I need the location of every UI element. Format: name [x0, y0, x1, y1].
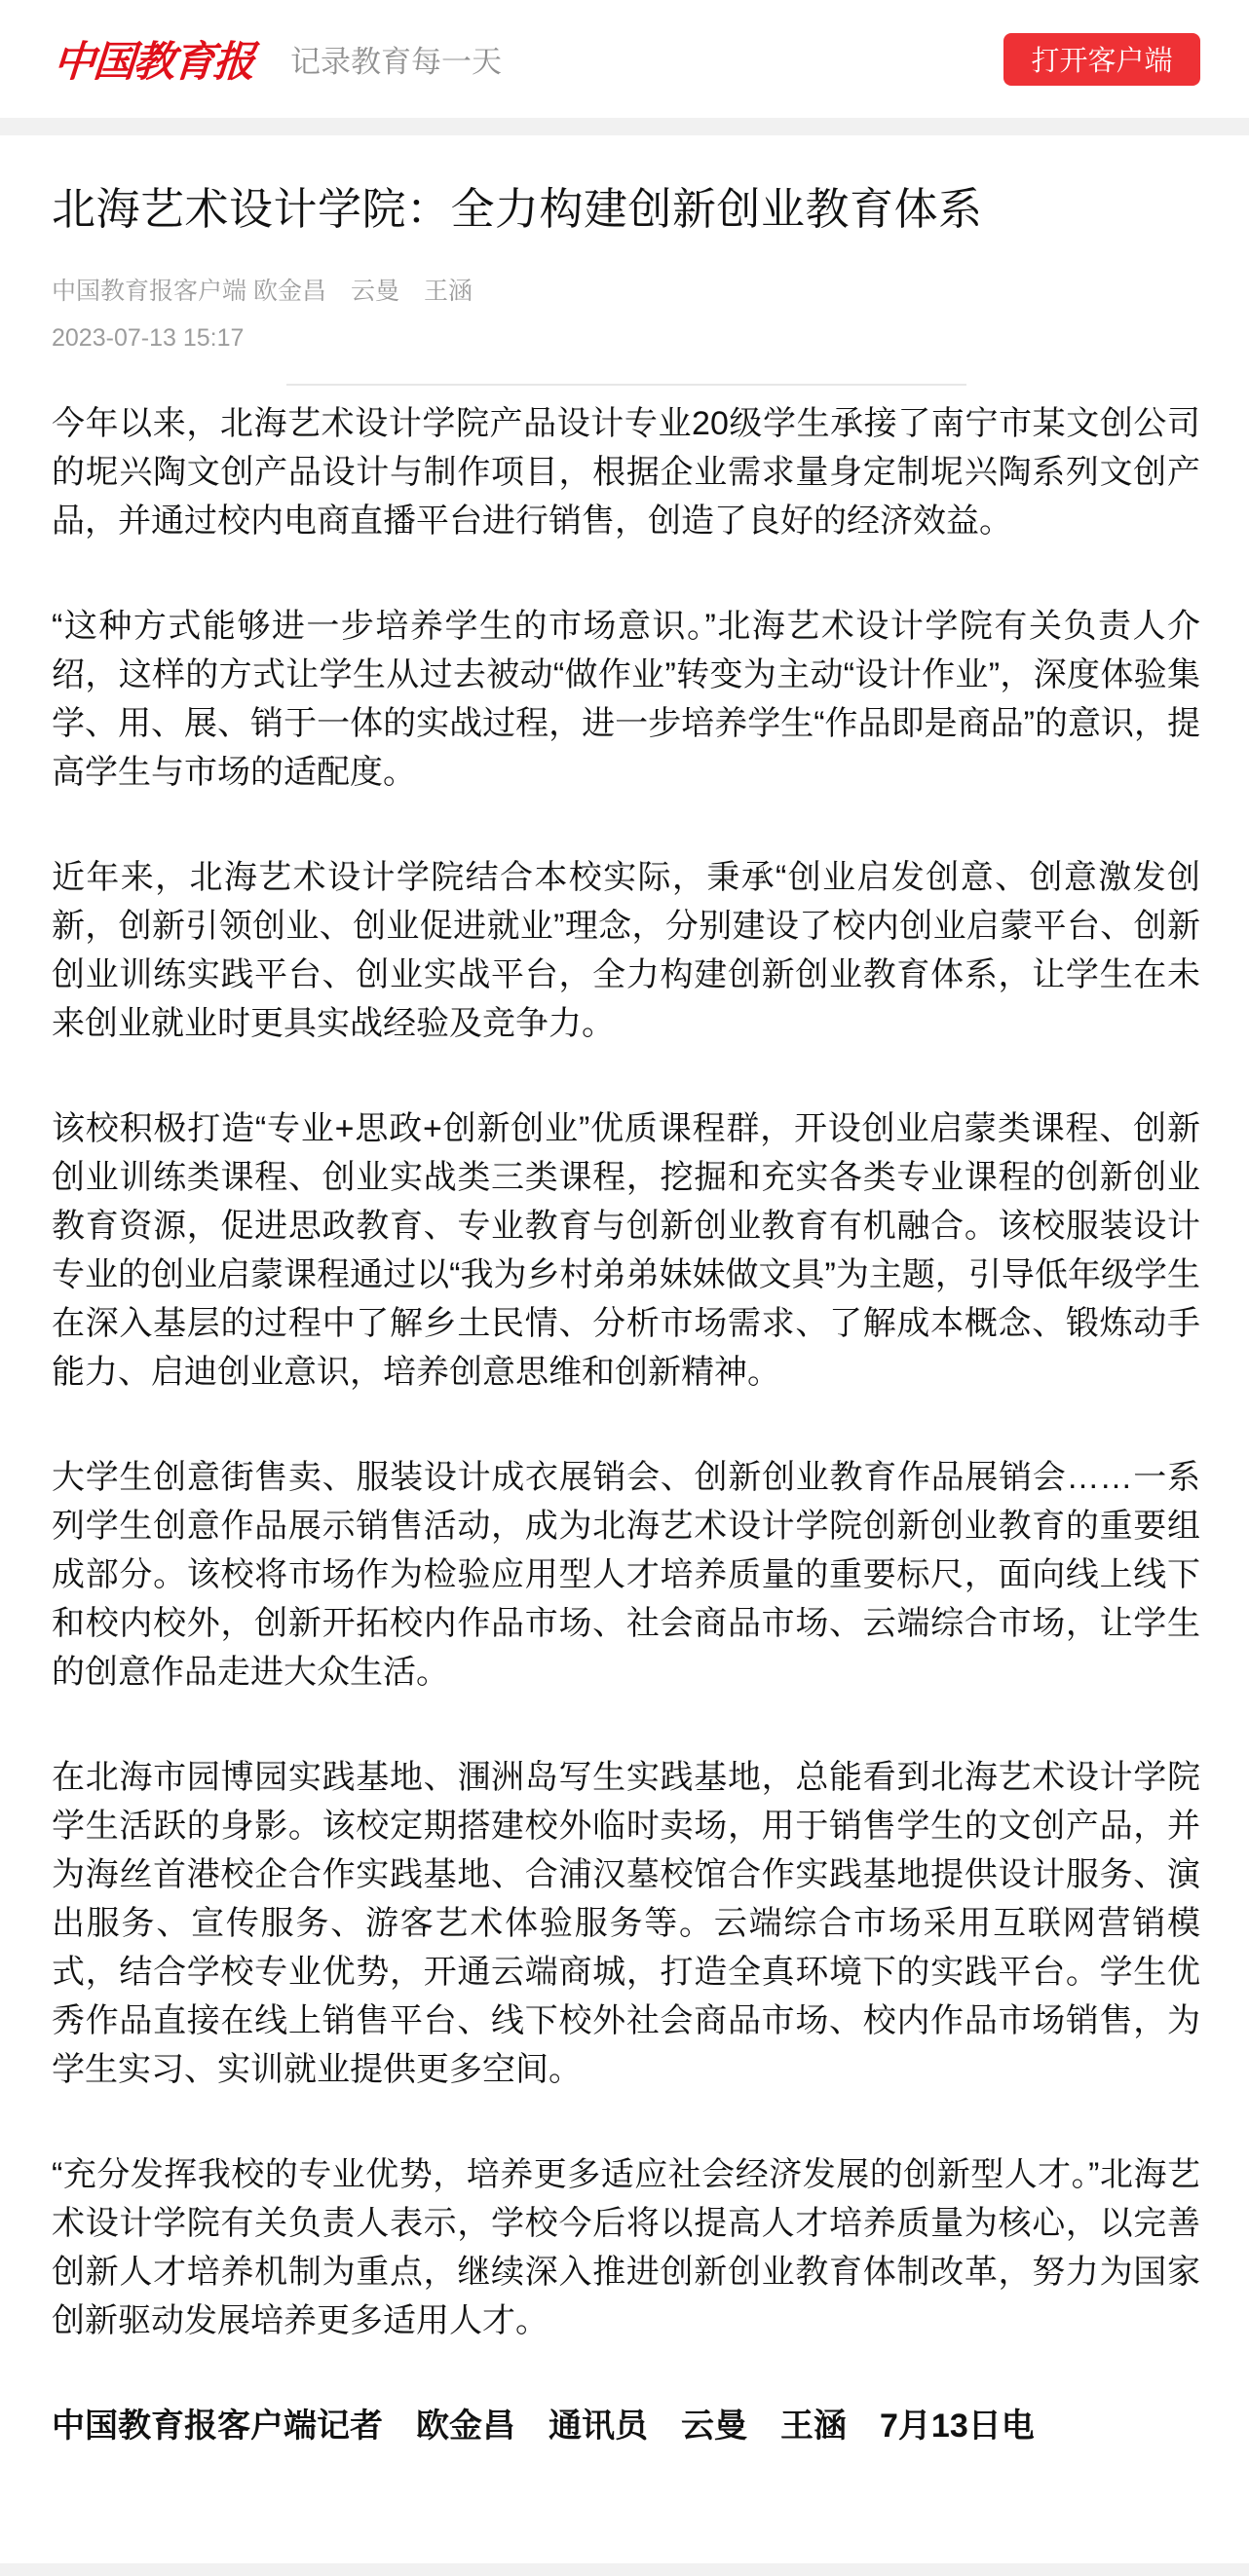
china-education-daily-logo[interactable]: 中国教育报 [52, 39, 255, 86]
site-tagline: 记录教育每一天 [290, 45, 502, 79]
header-divider-band [0, 118, 1249, 135]
article-paragraph: “这种方式能够进一步培养学生的市场意识。”北海艺术设计学院有关负责人介绍，这样的方式让学生从过去被动“做作业”转变为主动“设计作业”，深度体验集学、用、展、销于一体的实战过程，进一步培养学生“作品即是商品”的意识，提高学生与市场的适配度。 [52, 608, 1200, 791]
footer-byline: 中国教育报客户端记者 欧金昌 通讯员 云曼 王涵 7月13日电 [52, 2408, 1035, 2445]
article-paragraph: 大学生创意街售卖、服装设计成衣展销会、创新创业教育作品展销会……一系列学生创意作品展示销售活动，成为北海艺术设计学院创新创业教育的重要组成部分。该校将市场作为检验应用型人才培养质量的重要标尺，面向线上线下和校内校外，创新开拓校内作品市场、社会商品市场、云端综合市场，让学生的创意作品走进大众生活。 [52, 1459, 1200, 1691]
article-paragraph: 在北海市园博园实践基地、涠洲岛写生实践基地，总能看到北海艺术设计学院学生活跃的身影。该校定期搭建校外临时卖场，用于销售学生的文创产品，并为海丝首港校企合作实践基地、合浦汉墓校馆合作实践基地提供设计服务、演出服务、宣传服务、游客艺术体验服务等。云端综合市场采用互联网营销模式，结合学校专业优势，开通云端商城，打造全真环境下的实践平台。学生优秀作品直接在线上销售平台、线下校外社会商品市场、校内作品市场销售，为学生实习、实训就业提供更多空间。 [52, 1759, 1200, 2088]
open-client-app-button[interactable]: 打开客户端 [1003, 33, 1200, 86]
publish-date: 2023-07-13 15:17 [52, 324, 245, 352]
article-title: 北海艺术设计学院：全力构建创新创业教育体系 [52, 184, 983, 234]
meta-divider-line [286, 384, 966, 386]
article-paragraph: “充分发挥我校的专业优势，培养更多适应社会经济发展的创新型人才。”北海艺术设计学院有关负责人表示，学校今后将以提高人才培养质量为核心，以完善创新人才培养机制为重点，继续深入推进创新创业教育体制改革，努力为国家创新驱动发展培养更多适用人才。 [52, 2156, 1200, 2339]
article [0, 135, 1249, 2507]
article-meta [52, 275, 1200, 355]
article-paragraph: 今年以来，北海艺术设计学院产品设计专业20级学生承接了南宁市某文创公司的坭兴陶文创产品设计与制作项目，根据企业需求量身定制坭兴陶系列文创产品，并通过校内电商直播平台进行销售，创造了良好的经济效益。 [52, 405, 1200, 540]
site-header [0, 0, 1249, 118]
article-paragraph: 近年来，北海艺术设计学院结合本校实际，秉承“创业启发创意、创意激发创新，创新引领创业、创业促进就业”理念，分别建设了校内创业启蒙平台、创新创业训练实践平台、创业实战平台，全力构建创新创业教育体系，让学生在未来创业就业时更具实战经验及竞争力。 [52, 859, 1200, 1042]
bottom-divider-band [0, 2563, 1249, 2576]
article-paragraph: 该校积极打造“专业+思政+创新创业”优质课程群，开设创业启蒙类课程、创新创业训练类课程、创业实战类三类课程，挖掘和充实各类专业课程的创新创业教育资源，促进思政教育、专业教育与创新创业教育有机融合。该校服装设计专业的创业启蒙课程通过以“我为乡村弟弟妹妹做文具”为主题，引导低年级学生在深入基层的过程中了解乡土民情、分析市场需求、了解成本概念、锻炼动手能力、启迪创业意识，培养创意思维和创新精神。 [52, 1110, 1200, 1391]
article-body [52, 399, 1200, 2450]
article-byline: 中国教育报客户端 欧金昌 云曼 王涵 [52, 278, 473, 305]
